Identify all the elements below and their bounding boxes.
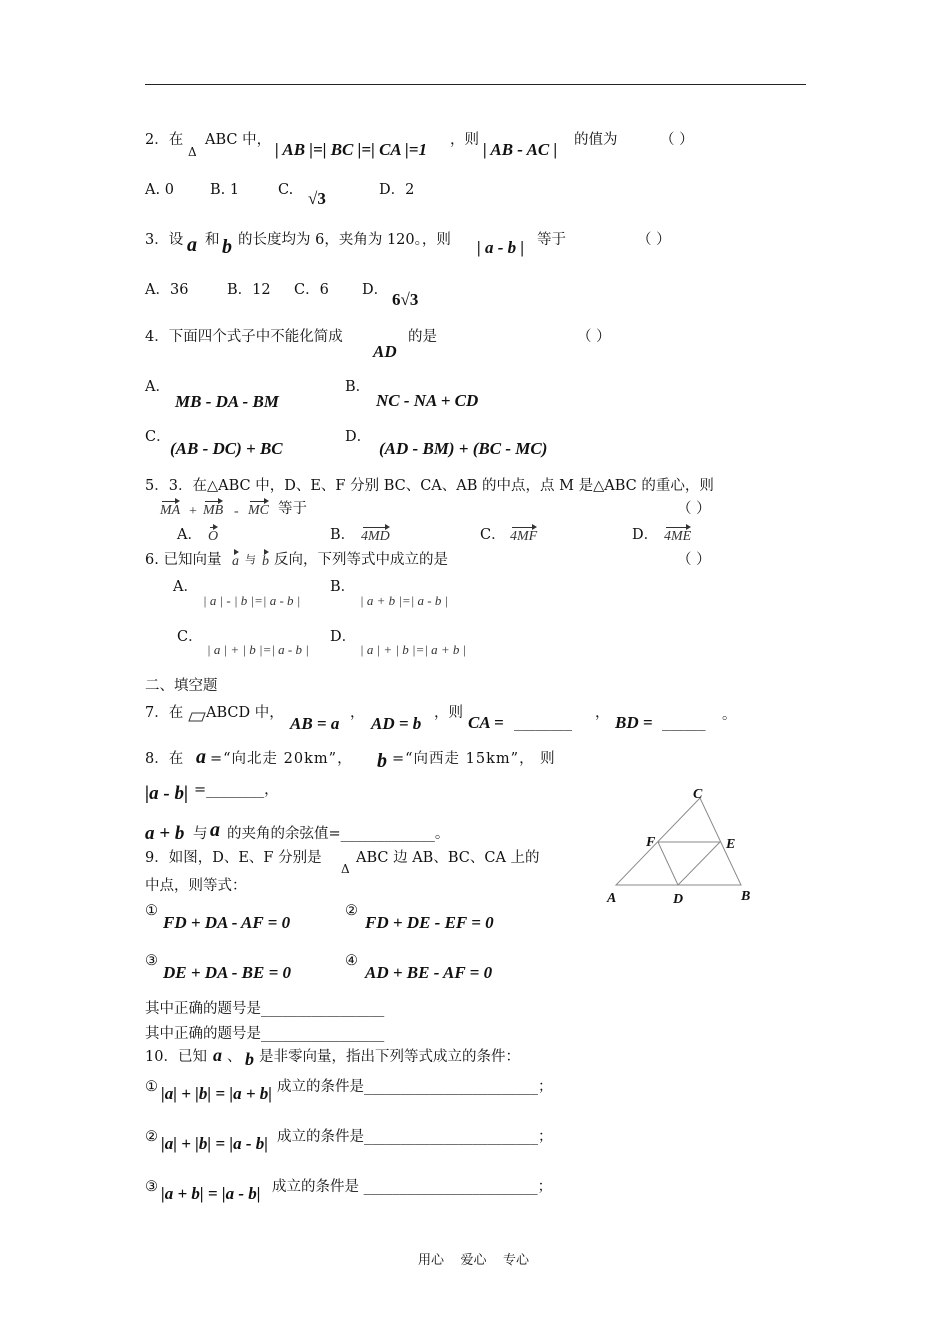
q2-option-c-math: √3 bbox=[308, 189, 326, 208]
q8-sum: a + b bbox=[145, 823, 185, 844]
q4-tail: 的是 bbox=[408, 329, 437, 345]
q5-option-d: 4ME bbox=[664, 529, 692, 544]
q9-line1b: ABC 边 AB、BC、CA 上的 bbox=[356, 850, 540, 866]
q2-option-b: B. 1 bbox=[210, 182, 240, 198]
q3-option-c: C．6 bbox=[294, 282, 329, 298]
q10-tail: 是非零向量，指出下列等式成立的条件： bbox=[259, 1049, 520, 1065]
q9-triangle: Δ bbox=[341, 862, 350, 876]
q6-answer-paren: （ ） bbox=[677, 552, 711, 568]
q6-stem: 6. 已知向量 bbox=[145, 552, 222, 568]
q4-answer-paren: （ ） bbox=[577, 329, 611, 345]
fig-label-a: A bbox=[607, 891, 617, 906]
fig-label-c: C bbox=[693, 787, 703, 802]
q7-comma2: ， bbox=[595, 705, 610, 721]
q6-label-d: D． bbox=[330, 629, 357, 645]
q8-diff-norm: |a - b| bbox=[145, 783, 189, 804]
q2-option-a: A. 0 bbox=[145, 182, 174, 198]
q5-label-a: A． bbox=[177, 527, 202, 543]
q2-then: ，则 bbox=[450, 132, 479, 148]
parallelogram-icon bbox=[188, 712, 206, 722]
q5-line1: 5．3．在△ABC 中，D、E、F 分别 BC、CA、AB 的中点，点 M 是△ABC 的重心，则 bbox=[145, 478, 714, 494]
q2-expression: | AB - AC | bbox=[483, 140, 558, 159]
q3-expression: | a - b | bbox=[477, 238, 525, 257]
q7-blank-bd[interactable]: ______ bbox=[662, 715, 706, 731]
q6-option-d: | a | + | b |=| a + b | bbox=[360, 642, 467, 657]
q7-ad-eq-b: AD = b bbox=[371, 714, 422, 733]
q2-stem: 2．在 bbox=[145, 132, 184, 148]
q4-option-a: MB - DA - BM bbox=[175, 392, 279, 411]
q3-option-d: D． bbox=[362, 282, 389, 298]
q10-vector-a: a bbox=[213, 1045, 222, 1065]
q10-cond-2[interactable]: 成立的条件是________________________； bbox=[277, 1129, 553, 1145]
q5-vector-mc: MC bbox=[248, 503, 269, 518]
q3-tail: 等于 bbox=[537, 232, 566, 248]
q7-ca-eq: CA = bbox=[468, 713, 504, 732]
q6-option-c: | a | + | b |=| a - b | bbox=[207, 642, 309, 657]
q4-label-c: C． bbox=[145, 429, 171, 445]
q9-line2: 中点，则等式： bbox=[145, 878, 247, 894]
q10-num-3: ③ bbox=[145, 1179, 158, 1195]
q4-label-a: A． bbox=[145, 379, 170, 395]
q3-vector-b: b bbox=[222, 236, 232, 258]
q10-cond-3[interactable]: 成立的条件是 ________________________； bbox=[272, 1179, 553, 1195]
q8-north: =“向北走 20km”， bbox=[210, 751, 353, 767]
q4-option-c: (AB - DC) + BC bbox=[170, 439, 283, 458]
q5-vector-ma: MA bbox=[160, 503, 181, 518]
q10-expr-1: |a| + |b| = |a + b| bbox=[161, 1084, 273, 1103]
q6-label-a: A． bbox=[173, 579, 198, 595]
q5-label-c: C． bbox=[480, 527, 506, 543]
q5-option-a: O bbox=[208, 529, 219, 544]
q5-label-d: D． bbox=[632, 527, 659, 543]
q4-option-b: NC - NA + CD bbox=[376, 391, 479, 410]
q3-stem: 3．设 bbox=[145, 232, 184, 248]
q8-with: 与 bbox=[193, 826, 208, 842]
q4-option-d: (AD - BM) + (BC - MC) bbox=[379, 439, 548, 458]
fig-label-e: E bbox=[726, 837, 736, 852]
q5-answer-paren: （ ） bbox=[677, 501, 711, 517]
q5-tail: 等于 bbox=[278, 501, 307, 517]
q8-vector-a2: a bbox=[210, 819, 220, 841]
q9-eq-3: DE + DA - BE = 0 bbox=[163, 963, 292, 982]
q9-eq-1: FD + DA - AF = 0 bbox=[163, 913, 291, 932]
fig-label-b: B bbox=[741, 889, 751, 904]
fig-label-d: D bbox=[673, 892, 684, 907]
q8-west: =“向西走 15km”， 则 bbox=[392, 751, 556, 767]
q6-vector-a: a bbox=[232, 554, 239, 569]
q7-blank-ca[interactable]: ________ bbox=[514, 715, 572, 731]
q7-ab-eq-a: AB = a bbox=[290, 714, 340, 733]
q10-num-2: ② bbox=[145, 1129, 158, 1145]
q4-label-b: B． bbox=[345, 379, 371, 395]
q10-expr-3: |a + b| = |a - b| bbox=[161, 1184, 261, 1203]
q5-option-c: 4MF bbox=[510, 529, 538, 544]
q3-text: 的长度均为 6，夹角为 120。，则 bbox=[238, 232, 451, 248]
q5-vector-mb: MB bbox=[203, 503, 224, 518]
q5-label-b: B． bbox=[330, 527, 356, 543]
q6-vector-b: b bbox=[262, 554, 269, 569]
q6-with: 与 bbox=[245, 553, 256, 566]
q8-cosine-blank[interactable]: 的夹角的余弦值=_____________。 bbox=[227, 826, 450, 842]
q10-sep: 、 bbox=[227, 1049, 242, 1065]
q3-option-b: B．12 bbox=[227, 282, 271, 298]
q9-num-2: ② bbox=[345, 903, 358, 919]
q7-stem: 7．在 bbox=[145, 705, 184, 721]
header-rule bbox=[145, 84, 806, 85]
q2-answer-paren: （ ） bbox=[660, 132, 694, 148]
q5-minus: - bbox=[234, 504, 239, 519]
q10-expr-2: |a| + |b| = |a - b| bbox=[161, 1134, 268, 1153]
q7-mid: ABCD 中， bbox=[206, 705, 284, 721]
q8-blank-diff[interactable]: =________， bbox=[194, 782, 279, 798]
q4-target: AD bbox=[373, 342, 397, 361]
q2-option-d: D．2 bbox=[379, 182, 415, 198]
q4-label-d: D． bbox=[345, 429, 372, 445]
q6-label-b: B． bbox=[330, 579, 356, 595]
q8-vector-a: a bbox=[196, 746, 206, 768]
q2-condition: | AB |=| BC |=| CA |=1 bbox=[275, 140, 427, 159]
q7-then: ，则 bbox=[434, 705, 463, 721]
q10-num-1: ① bbox=[145, 1079, 158, 1095]
q6-tail: 反向，下列等式中成立的是 bbox=[274, 552, 448, 568]
q7-comma1: ， bbox=[350, 705, 365, 721]
q9-line1: 9．如图，D、E、F 分别是 bbox=[145, 850, 322, 866]
q2-option-c: C. bbox=[278, 182, 294, 198]
q7-bd-eq: BD = bbox=[615, 713, 653, 732]
q6-option-a: | a | - | b |=| a - b | bbox=[203, 593, 301, 608]
q10-vector-b: b bbox=[245, 1049, 254, 1069]
q9-answer-line-1[interactable]: 其中正确的题号是_________________ bbox=[145, 1001, 385, 1017]
q9-num-3: ③ bbox=[145, 953, 158, 969]
page-footer: 用心 爱心 专心 bbox=[418, 1253, 530, 1268]
q10-stem: 10．已知 bbox=[145, 1049, 207, 1065]
triangle-figure bbox=[600, 780, 770, 910]
q9-num-1: ① bbox=[145, 903, 158, 919]
q3-and: 和 bbox=[205, 232, 220, 248]
q9-eq-2: FD + DE - EF = 0 bbox=[365, 913, 494, 932]
q10-cond-1[interactable]: 成立的条件是________________________； bbox=[277, 1079, 553, 1095]
q8-vector-b: b bbox=[377, 750, 387, 772]
q3-option-d-math: 6√3 bbox=[392, 290, 419, 309]
q2-tail: 的值为 bbox=[574, 132, 618, 148]
q5-plus: + bbox=[189, 504, 197, 519]
q9-num-4: ④ bbox=[345, 953, 358, 969]
midpoint-triangle bbox=[658, 842, 720, 885]
q5-option-b: 4MD bbox=[361, 529, 390, 544]
q4-stem: 4．下面四个式子中不能化简成 bbox=[145, 329, 343, 345]
q3-answer-paren: （ ） bbox=[637, 232, 671, 248]
q3-vector-a: a bbox=[187, 234, 197, 256]
q2-triangle: Δ bbox=[188, 145, 197, 159]
q3-option-a: A．36 bbox=[145, 282, 189, 298]
q2-mid: ABC 中， bbox=[205, 132, 272, 148]
q6-label-c: C． bbox=[177, 629, 203, 645]
section-fill-in-heading: 二、填空题 bbox=[145, 678, 218, 694]
q9-eq-4: AD + BE - AF = 0 bbox=[365, 963, 493, 982]
q7-end: 。 bbox=[722, 707, 737, 723]
q9-answer-line-2[interactable]: 其中正确的题号是_________________ bbox=[145, 1026, 385, 1042]
q6-option-b: | a + b |=| a - b | bbox=[360, 593, 449, 608]
fig-label-f: F bbox=[646, 835, 656, 850]
q8-stem: 8．在 bbox=[145, 751, 184, 767]
